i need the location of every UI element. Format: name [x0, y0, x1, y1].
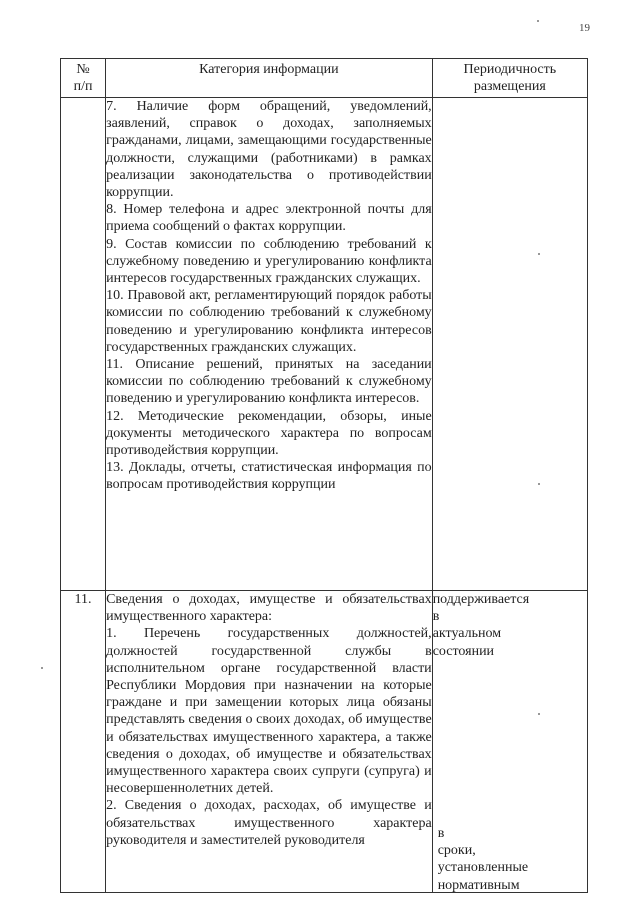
scan-speck: [538, 253, 540, 255]
periodicity-block-1: [433, 591, 587, 660]
scan-speck: [41, 667, 43, 669]
periodicity-text: в: [432, 609, 440, 625]
header-number-line1: №: [76, 62, 90, 77]
list-item: 13. Доклады, отчеты, статистическая информация по вопросам противодействия коррупции: [106, 460, 432, 493]
list-item: 10. Правовой акт, регламентирующий порядок работы комиссии по соблюдению требований к служебному поведению и урегулированию конфликта интересов государственных гражданских служащих.: [106, 288, 432, 355]
header-number: [61, 59, 106, 98]
information-table: [60, 58, 588, 893]
list-item: 9. Состав комиссии по соблюдению требований к служебному поведению и урегулированию конфликта интересов государственных гражданских служащих.: [106, 236, 432, 287]
periodicity-text: состоянии: [432, 643, 495, 659]
periodicity-block-2: [438, 825, 583, 894]
row-periodicity: [432, 98, 587, 591]
header-periodicity: [432, 59, 587, 98]
list-item: 12. Методические рекомендации, обзоры, иные документы методического характера по вопросам противодействия коррупции.: [106, 408, 432, 459]
list-item: 8. Номер телефона и адрес электронной почты для приема сообщений о фактах коррупции.: [106, 202, 432, 235]
scan-speck: [537, 20, 539, 22]
row-intro: Сведения о доходах, имуществе и обязательствах имущественного характера:: [106, 592, 432, 625]
list-item: 1. Перечень государственных должностей, должностей государственной службы в исполнительном органе государственной власти Республики Мордовия при назначении на которые граждане и при замещении которых лица обязаны представлять сведения о своих доходах, об имуществе и обязательствах имущественного характера, а также сведения о доходах, об имуществе и обязательствах имущественного характера своих супруги (супруга) и несовершеннолетних детей.: [106, 626, 432, 797]
table-row: [61, 591, 588, 893]
page-number: 19: [579, 22, 590, 34]
list-item: 7. Наличие форм обращений, уведомлений, заявлений, справок о доходах, заполняемых гражданами, лицами, замещающими государственные должности, служащими (работниками) в рамках реализации законодательства о противодействии коррупции.: [106, 99, 432, 201]
periodicity-text: актуальном: [432, 626, 502, 642]
table-row: [61, 98, 588, 591]
row-category: [106, 98, 433, 591]
scan-speck: [538, 483, 540, 485]
periodicity-text: сроки,: [437, 843, 476, 859]
header-number-line2: п/п: [73, 79, 93, 94]
row-periodicity: [432, 591, 587, 893]
header-periodicity-line1: Периодичность: [463, 62, 557, 77]
row-number: [61, 98, 106, 591]
row-category: [106, 591, 433, 893]
list-item: 2. Сведения о доходах, расходах, об имуществе и обязательствах имущественного характера руководителя и заместителей руководителя: [106, 798, 432, 848]
header-category: [106, 59, 433, 98]
periodicity-text: поддерживается: [432, 592, 530, 607]
header-periodicity-line2: размещения: [473, 79, 546, 94]
row-number: 11.: [61, 591, 106, 893]
table-header-row: [61, 59, 588, 98]
periodicity-text: в: [437, 826, 445, 841]
periodicity-text: установленные: [437, 860, 529, 876]
list-item: 11. Описание решений, принятых на заседании комиссии по соблюдению требований к служебному поведению и урегулированию конфликта интересов.: [106, 357, 432, 407]
scan-speck: [538, 713, 540, 715]
periodicity-text: нормативным: [437, 877, 520, 893]
header-category-text: Категория информации: [199, 62, 339, 77]
